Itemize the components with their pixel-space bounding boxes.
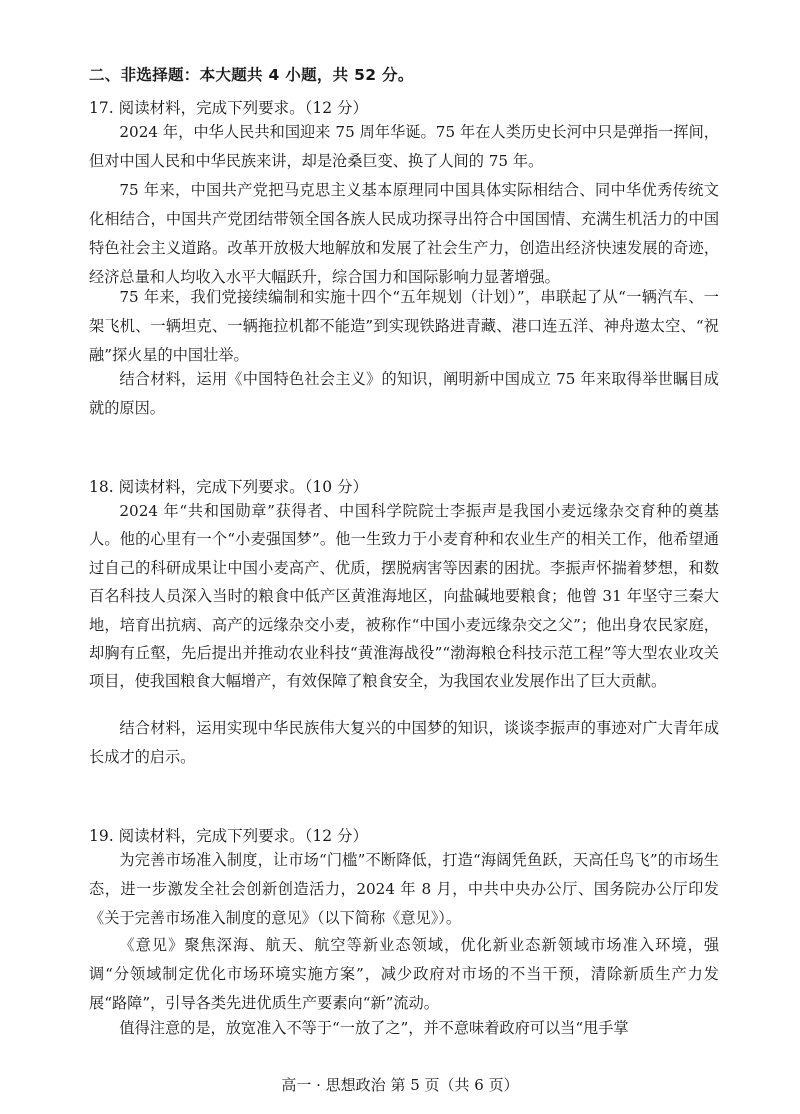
q17-paragraph-3: 75 年来，我们党接续编制和实施十四个“五年规划（计划）”，串联起了从“一辆汽车、一架飞机、一辆坦克、一辆拖拉机都不能造”到实现铁路进青藏、港口连五洋、神舟遨太空、“祝融”探火星的中国壮举。 <box>89 288 719 364</box>
question-18-heading: 18. 阅读材料，完成下列要求。（10 分） <box>89 478 368 496</box>
q17-paragraph-1: 2024 年，中华人民共和国迎来 75 周年华诞。75 年在人类历史长河中只是弹指一挥间，但对中国人民和中华民族来讲，却是沧桑巨变、换了人间的 75 年。 <box>89 123 719 170</box>
q19-paragraph-3: 值得注意的是，放宽准入不等于“一放了之”，并不意味着政府可以当“甩手掌 <box>119 1019 629 1037</box>
q18-paragraph-1: 2024 年“共和国勋章”获得者、中国科学院院士李振声是我国小麦远缘杂交育种的奠基人。他的心里有一个“小麦强国梦”。他一生致力于小麦育种和农业生产的相关工作，他希望通过自己的科研成果让中国小麦高产、优质，摆脱病害等因素的困扰。李振声怀揣着梦想，和数百名科技人员深入当时的粮食中低产区黄淮海地区，向盐碱地要粮食；他曾 31 年坚守三秦大地，培育出抗病、高产的远缘杂交小麦，被称作“中国小麦远缘杂交之父”；他出身农民家庭，却胸有丘壑，先后提出并推动农业科技“黄淮海战役”“渤海粮仓科技示范工程”等大型农业攻关项目，使我国粮食大幅增产，有效保障了粮食安全，为我国农业发展作出了巨大贡献。 <box>89 502 719 691</box>
section-title: 二、非选择题：本大题共 4 小题，共 52 分。 <box>89 66 414 84</box>
q19-paragraph-2: 《意见》聚焦深海、航天、航空等新业态领域，优化新业态新领域市场准入环境，强调“分领域制定优化市场环境实施方案”，减少政府对市场的不当干预，清除新质生产力发展“路障”，引导各类先进优质生产要素向“新”流动。 <box>89 936 719 1012</box>
q17-paragraph-4: 结合材料，运用《中国特色社会主义》的知识，阐明新中国成立 75 年来取得举世瞩目成就的原因。 <box>89 370 719 417</box>
q19-paragraph-1: 为完善市场准入制度，让市场“门槛”不断降低，打造“海阔凭鱼跃，天高任鸟飞”的市场生态，进一步激发全社会创新创造活力，2024 年 8 月，中共中央办公厅、国务院办公厅印发《关于完善市场准入制度的意见》（以下简称《意见》）。 <box>89 851 719 927</box>
question-17-heading: 17. 阅读材料，完成下列要求。（12 分） <box>89 99 368 117</box>
q17-paragraph-2: 75 年来，中国共产党把马克思主义基本原理同中国具体实际相结合、同中华优秀传统文化相结合，中国共产党团结带领全国各族人民成功探寻出符合中国国情、充满生机活力的中国特色社会主义道路。改革开放极大地解放和发展了社会生产力，创造出经济快速发展的奇迹，经济总量和人均收入水平大幅跃升，综合国力和国际影响力显著增强。 <box>89 181 719 286</box>
question-19-heading: 19. 阅读材料，完成下列要求。（12 分） <box>89 827 368 845</box>
q18-paragraph-2: 结合材料，运用实现中华民族伟大复兴的中国梦的知识，谈谈李振声的事迹对广大青年成长成才的启示。 <box>89 719 719 766</box>
page-footer: 高一 · 思想政治 第 5 页（共 6 页） <box>281 1076 519 1094</box>
